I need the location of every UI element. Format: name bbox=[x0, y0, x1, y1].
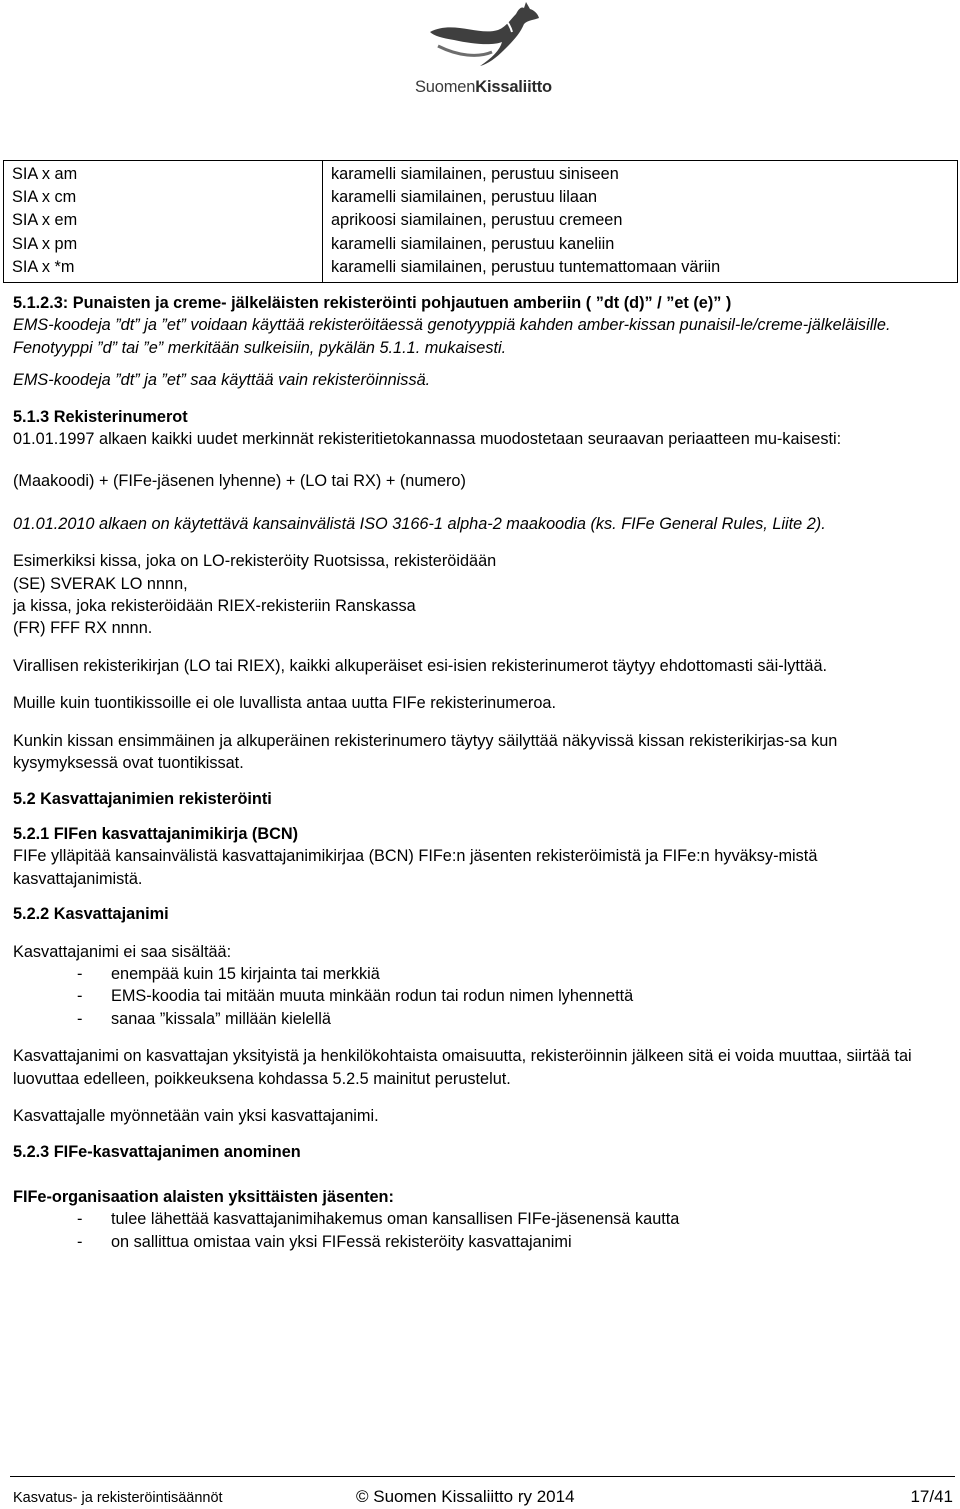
section-heading-5123: 5.1.2.3: Punaisten ja creme- jälkeläisten rekisteröinti pohjautuen amberiin ( ”dt (d)” / ”et (e)” ) bbox=[13, 294, 732, 312]
logo-word-regular: Suomen bbox=[415, 78, 476, 96]
paragraph: 01.01.1997 alkaen kaikki uudet merkinnät rekisteritietokannassa muodostetaan seuraavan periaatteen mu-kaisesti: bbox=[13, 430, 842, 449]
code-description: karamelli siamilainen, perustuu tuntemattomaan väriin bbox=[331, 257, 721, 276]
paragraph: EMS-koodeja ”dt” ja ”et” saa käyttää vain rekisteröinnissä. bbox=[13, 371, 431, 390]
subheading: FIFe-organisaation alaisten yksittäisten jäsenten: bbox=[13, 1187, 394, 1206]
ems-code: SIA x pm bbox=[12, 234, 78, 253]
ems-code: SIA x cm bbox=[12, 188, 77, 207]
page-number: 17/41 bbox=[910, 1487, 953, 1506]
example-line: (SE) SVERAK LO nnnn, bbox=[13, 574, 188, 593]
section-heading-521: 5.2.1 FIFen kasvattajanimikirja (BCN) bbox=[13, 824, 299, 843]
registration-formula: (Maakoodi) + (FIFe-jäsenen lyhenne) + (LO tai RX) + (numero) bbox=[13, 472, 466, 491]
ems-code: SIA x am bbox=[12, 165, 78, 183]
list-item-text: EMS-koodia tai mitään muuta minkään rodun tai rodun nimen lyhennettä bbox=[111, 987, 634, 1006]
paragraph: Kasvattajalle myönnetään vain yksi kasvattajanimi. bbox=[13, 1106, 379, 1125]
example-line: Esimerkiksi kissa, joka on LO-rekisteröity Ruotsissa, rekisteröidään bbox=[13, 552, 497, 571]
paragraph: Kasvattajanimi on kasvattajan yksityistä ja henkilökohtaista omaisuutta, rekisteröinnin jälkeen sitä ei voida muuttaa, siirtää tai luovuttaa edelleen, poikkeuksena kohdassa 5.2.5 mainitut perustelut. bbox=[13, 1047, 912, 1088]
section-heading-52: 5.2 Kasvattajanimien rekisteröinti bbox=[13, 789, 272, 808]
list-dash: - bbox=[77, 1009, 83, 1028]
description-column-cell bbox=[323, 161, 958, 283]
list-item bbox=[13, 1231, 943, 1253]
list-item bbox=[13, 1008, 943, 1030]
table-row bbox=[4, 161, 958, 283]
list-dash: - bbox=[77, 1210, 83, 1229]
footer-divider bbox=[10, 1476, 955, 1477]
ems-codes-table bbox=[3, 160, 958, 283]
list-item bbox=[13, 963, 943, 985]
example-line: (FR) FFF RX nnnn. bbox=[13, 619, 153, 638]
example-block bbox=[13, 550, 943, 640]
footer-document-title: Kasvatus- ja rekisteröintisäännöt bbox=[13, 1490, 223, 1506]
list-intro: Kasvattajanimi ei saa sisältää: bbox=[13, 942, 232, 961]
paragraph: FIFe ylläpitää kansainvälistä kasvattajanimikirjaa (BCN) FIFe:n jäsenten rekisteröimistä ja FIFe:n hyväksy-mistä kasvattajanimistä. bbox=[13, 847, 818, 888]
logo-wordmark bbox=[415, 76, 552, 98]
application-list bbox=[13, 1208, 943, 1253]
paragraph: 01.01.2010 alkaen on käytettävä kansainvälistä ISO 3166-1 alpha-2 maakoodia (ks. FIFe General Rules, Liite 2). bbox=[13, 514, 826, 533]
code-column-cell bbox=[4, 161, 323, 283]
code-description: karamelli siamilainen, perustuu lilaan bbox=[331, 188, 598, 207]
list-item-text: on sallittua omistaa vain yksi FIFessä rekisteröity kasvattajanimi bbox=[111, 1232, 572, 1251]
code-description: karamelli siamilainen, perustuu siniseen bbox=[331, 165, 619, 183]
section-heading-522: 5.2.2 Kasvattajanimi bbox=[13, 905, 169, 924]
logo-word-bold: Kissaliitto bbox=[475, 78, 552, 96]
paragraph: Kunkin kissan ensimmäinen ja alkuperäinen rekisterinumero täytyy säilyttää näkyvissä kissan rekisterikirjas-sa kun kysymyksessä ovat tuontikissat. bbox=[13, 731, 838, 773]
restrictions-list bbox=[13, 963, 943, 1030]
paragraph: Muille kuin tuontikissoille ei ole luvallista antaa uutta FIFe rekisterinumeroa. bbox=[13, 694, 556, 713]
ems-code: SIA x *m bbox=[12, 257, 75, 276]
list-dash: - bbox=[77, 1232, 83, 1251]
ems-code: SIA x em bbox=[12, 211, 78, 230]
list-item-text: sanaa ”kissala” millään kielellä bbox=[111, 1009, 331, 1028]
paragraph: EMS-koodeja ”dt” ja ”et” voidaan käyttää rekisteröitäessä genotyyppiä kahden amber-kissan punaisil-le/creme-jälkeläisille. Fenotyyppi ”d” tai ”e” merkitään sulkeisiin, pykälän 5.1.1. mukaisesti. bbox=[13, 316, 891, 357]
page-footer bbox=[13, 1486, 953, 1508]
list-dash: - bbox=[77, 964, 83, 983]
section-heading-523: 5.2.3 FIFe-kasvattajanimen anominen bbox=[13, 1143, 301, 1162]
document-body bbox=[13, 292, 943, 1253]
section-heading-513: 5.1.3 Rekisterinumerot bbox=[13, 407, 188, 426]
code-description: karamelli siamilainen, perustuu kaneliin bbox=[331, 234, 615, 253]
code-description: aprikoosi siamilainen, perustuu cremeen bbox=[331, 211, 623, 230]
list-dash: - bbox=[77, 987, 83, 1006]
list-item-text: tulee lähettää kasvattajanimihakemus oman kansallisen FIFe-jäsenensä kautta bbox=[111, 1210, 680, 1229]
list-item-text: enempää kuin 15 kirjainta tai merkkiä bbox=[111, 964, 380, 983]
footer-copyright: © Suomen Kissaliitto ry 2014 bbox=[356, 1487, 575, 1506]
list-item bbox=[13, 1208, 943, 1230]
paragraph: Virallisen rekisterikirjan (LO tai RIEX), kaikki alkuperäiset esi-isien rekisterinumerot täytyy ehdottomasti säi-lyttää. bbox=[13, 656, 828, 675]
example-line: ja kissa, joka rekisteröidään RIEX-rekisteriin Ranskassa bbox=[13, 597, 416, 616]
list-item bbox=[13, 985, 943, 1007]
